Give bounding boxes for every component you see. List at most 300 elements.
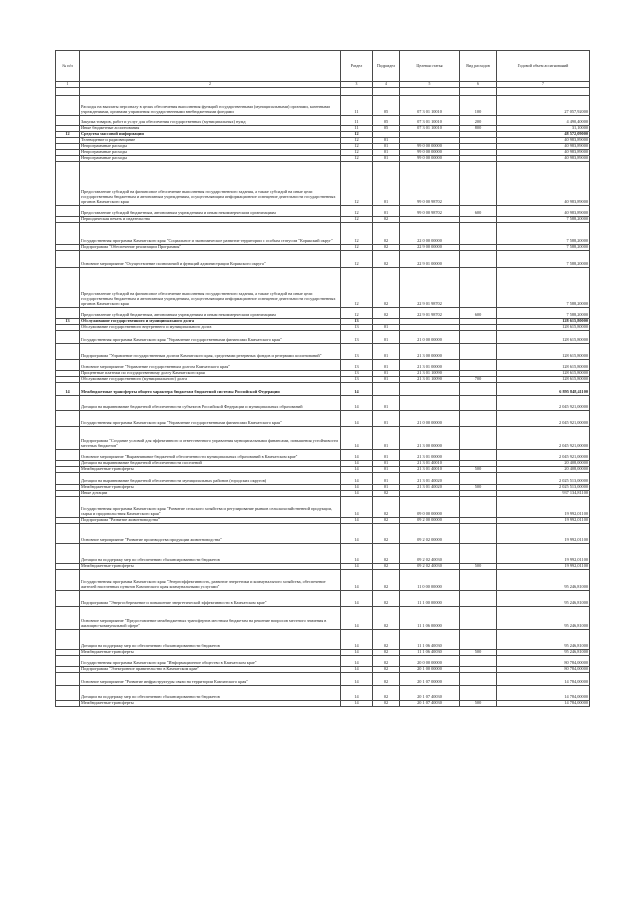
row-name: Предоставление субсидий на финансовое обеспечение выполнения государственного задания, а также субсидий на иные цели государственным бюджетным и автономным учреждениям, осуществляющим информационное освещение деятельности государственных органов Камчатского края [80, 268, 341, 308]
row-razdel: 12 [341, 206, 373, 217]
row-tselevaya-statya: 21 3 01 40010 [400, 467, 460, 473]
row-podrazdel: 02 [373, 686, 400, 701]
row-podrazdel: 01 [373, 344, 400, 360]
row-sum: 2 045 921,00000 [497, 450, 590, 461]
row-number [56, 344, 80, 360]
table-row [56, 360, 590, 371]
row-name: Государственная программа Камчатского края "Социальное и экономическое развитие территории с особым статусом "Корякский округ" [80, 223, 341, 245]
row-podrazdel: 02 [373, 217, 400, 223]
row-tselevaya-statya: 21 0 00 00000 [400, 411, 460, 427]
row-name: Подпрограмма "Управление государственным долгом Камчатского края, средствами резервных фондов и резервами ассигнований" [80, 344, 341, 360]
row-podrazdel: 02 [373, 630, 400, 650]
row-sum: 128 615,80000 [497, 344, 590, 360]
row-vid-raskhodov [460, 251, 497, 268]
table-body [56, 88, 590, 707]
row-vid-raskhodov: 600 [460, 206, 497, 217]
row-tselevaya-statya: 21 3 01 40010 [400, 461, 460, 467]
row-tselevaya-statya: 11 1 00 00000 [400, 591, 460, 607]
row-podrazdel: 02 [373, 701, 400, 707]
row-vid-raskhodov: 200 [460, 116, 497, 126]
row-name: Межбюджетные трансферты общего характера бюджетам бюджетной системы Российской Федерации [80, 383, 341, 396]
row-sum: 19 992,01100 [497, 518, 590, 524]
row-name: Межбюджетные трансферты [80, 564, 341, 570]
table-row [56, 524, 590, 544]
row-name: Основное мероприятие "Осуществление полномочий и функций администрации Корякского округа" [80, 251, 341, 268]
row-razdel: 12 [341, 217, 373, 223]
row-razdel: 14 [341, 701, 373, 707]
row-tselevaya-statya: 21 3 01 40020 [400, 473, 460, 485]
row-razdel: 14 [341, 667, 373, 673]
row-podrazdel: 02 [373, 268, 400, 308]
row-tselevaya-statya: 11 1 06 00000 [400, 607, 460, 630]
row-podrazdel: 01 [373, 325, 400, 331]
table-row [56, 162, 590, 206]
row-sum: 20 408,00000 [497, 467, 590, 473]
row-tselevaya-statya: 22 0 00 00000 [400, 223, 460, 245]
row-tselevaya-statya: 11 1 06 40030 [400, 630, 460, 650]
row-tselevaya-statya: 20 1 07 40030 [400, 701, 460, 707]
row-tselevaya-statya: 21 3 01 40020 [400, 485, 460, 491]
row-name: Основное мероприятие "Выравнивание бюджетной обеспеченности муниципальных образований в Камчатском крае" [80, 450, 341, 461]
row-razdel: 14 [341, 564, 373, 570]
table-row [56, 473, 590, 485]
row-name: Подпрограмма "Развитие животноводства" [80, 518, 341, 524]
row-tselevaya-statya: 09 2 02 40030 [400, 544, 460, 564]
header-tselevaya-statya: Целевая статья [400, 51, 460, 82]
row-sum: 40 983,89000 [497, 144, 590, 150]
row-name: Телевидение и радиовещание [80, 138, 341, 144]
table-row [56, 206, 590, 217]
budget-table [55, 50, 590, 707]
row-vid-raskhodov [460, 223, 497, 245]
row-razdel: 12 [341, 251, 373, 268]
row-number: 14 [56, 383, 80, 396]
row-number [56, 450, 80, 461]
row-number [56, 360, 80, 371]
row-vid-raskhodov [460, 607, 497, 630]
row-tselevaya-statya: 20 1 00 00000 [400, 667, 460, 673]
row-sum: 937 134,81100 [497, 491, 590, 497]
row-razdel: 12 [341, 162, 373, 206]
table-row [56, 396, 590, 411]
table-row [56, 701, 590, 707]
row-number [56, 427, 80, 450]
row-podrazdel: 02 [373, 656, 400, 667]
row-sum: 48 572,09000 [497, 132, 590, 138]
row-name: Основное мероприятие "Управление государственным долгом Камчатского края" [80, 360, 341, 371]
row-name: Дотации на поддержку мер по обеспечению сбалансированности бюджетов [80, 544, 341, 564]
row-razdel: 13 [341, 325, 373, 331]
row-podrazdel: 02 [373, 570, 400, 591]
row-podrazdel: 02 [373, 518, 400, 524]
table-row [56, 383, 590, 396]
row-tselevaya-statya: 21 3 00 00000 [400, 427, 460, 450]
row-vid-raskhodov [460, 630, 497, 650]
row-podrazdel: 01 [373, 396, 400, 411]
row-vid-raskhodov [460, 570, 497, 591]
column-number: 1 [56, 82, 80, 88]
table-row [56, 88, 590, 96]
table-row [56, 344, 590, 360]
row-number [56, 544, 80, 564]
row-name: Непрограммные расходы [80, 150, 341, 156]
row-vid-raskhodov [460, 427, 497, 450]
row-sum: 7 588,20000 [497, 251, 590, 268]
row-number [56, 251, 80, 268]
row-razdel: 14 [341, 497, 373, 518]
row-tselevaya-statya: 09 2 02 40030 [400, 564, 460, 570]
row-sum: 7 588,20000 [497, 245, 590, 251]
row-sum [497, 88, 590, 96]
row-sum: 2 045 921,00000 [497, 396, 590, 411]
row-vid-raskhodov [460, 473, 497, 485]
row-tselevaya-statya: 21 3 00 00000 [400, 344, 460, 360]
row-sum: 27 057,92000 [497, 96, 590, 116]
row-vid-raskhodov: 500 [460, 701, 497, 707]
row-name: Расходы на выплаты персоналу в целях обеспечения выполнения функций государственными (муниципальными) органами, казенными учреждениями, органами управления государственными внебюджетными фондами [80, 96, 341, 116]
table-row [56, 497, 590, 518]
row-tselevaya-statya: 99 0 00 98702 [400, 162, 460, 206]
row-sum: 19 992,01100 [497, 524, 590, 544]
row-sum: 2 025 513,00000 [497, 473, 590, 485]
row-name: Государственная программа Камчатского края "Энергоэффективность, развитие энергетики и коммунального хозяйства, обеспечение жителей населенных пунктов Камчатского края коммунальными услугами" [80, 570, 341, 591]
row-razdel: 14 [341, 630, 373, 650]
header-razdel: Раздел [341, 51, 373, 82]
row-number [56, 116, 80, 126]
row-vid-raskhodov [460, 673, 497, 686]
row-sum: 20 408,00000 [497, 461, 590, 467]
row-tselevaya-statya: 21 3 01 00000 [400, 450, 460, 461]
row-vid-raskhodov [460, 497, 497, 518]
row-razdel: 12 [341, 268, 373, 308]
row-tselevaya-statya [400, 383, 460, 396]
row-vid-raskhodov: 100 [460, 96, 497, 116]
row-vid-raskhodov: 800 [460, 126, 497, 132]
row-name: Основное мероприятие "Развитие производства продукции животноводства" [80, 524, 341, 544]
row-sum: 19 992,01100 [497, 544, 590, 564]
row-razdel: 14 [341, 673, 373, 686]
row-sum: 40 983,89000 [497, 138, 590, 144]
row-name: Государственная программа Камчатского края "Развитие сельского хозяйства и регулирование рынков сельскохозяйственной продукции, сырья и продовольствия Камчатского края" [80, 497, 341, 518]
row-name: Дотации на поддержку мер по обеспечению сбалансированности бюджетов [80, 630, 341, 650]
row-razdel: 13 [341, 319, 373, 325]
row-tselevaya-statya: 21 3 01 10090 [400, 377, 460, 383]
row-name: Основное мероприятие "Предоставление межбюджетных трансфертов местным бюджетам на решение вопросов местного значения в жилищно-коммунальной сфере" [80, 607, 341, 630]
row-sum: 7 588,20000 [497, 223, 590, 245]
row-tselevaya-statya: 99 0 00 00000 [400, 156, 460, 162]
table-row [56, 450, 590, 461]
row-tselevaya-statya: 07 3 01 10010 [400, 126, 460, 132]
header-podrazdel: Подраздел [373, 51, 400, 82]
row-podrazdel: 02 [373, 591, 400, 607]
table-row [56, 427, 590, 450]
row-name: Межбюджетные трансферты [80, 485, 341, 491]
row-tselevaya-statya: 11 0 00 00000 [400, 570, 460, 591]
row-name [80, 88, 341, 96]
row-podrazdel: 01 [373, 331, 400, 344]
row-name: Межбюджетные трансферты [80, 701, 341, 707]
row-vid-raskhodov: 500 [460, 485, 497, 491]
row-podrazdel: 01 [373, 206, 400, 217]
row-podrazdel [373, 383, 400, 396]
row-sum: 31,10000 [497, 126, 590, 132]
row-podrazdel: 05 [373, 96, 400, 116]
table-row [56, 570, 590, 591]
row-podrazdel: 02 [373, 251, 400, 268]
row-sum: 95 246,81000 [497, 650, 590, 656]
row-podrazdel: 01 [373, 144, 400, 150]
table-row [56, 308, 590, 319]
row-sum: 7 588,20000 [497, 268, 590, 308]
row-vid-raskhodov [460, 331, 497, 344]
row-name: Обслуживание государственного и муниципального долга [80, 319, 341, 325]
row-number [56, 656, 80, 667]
header-name [80, 51, 341, 82]
row-sum: 14 784,00000 [497, 686, 590, 701]
row-podrazdel: 05 [373, 116, 400, 126]
row-podrazdel: 02 [373, 491, 400, 497]
row-razdel: 12 [341, 144, 373, 150]
row-name: Дотации на выравнивание бюджетной обеспеченности муниципальных районов (городских округов) [80, 473, 341, 485]
row-razdel: 12 [341, 223, 373, 245]
row-razdel: 12 [341, 308, 373, 319]
row-vid-raskhodov [460, 450, 497, 461]
row-podrazdel: 05 [373, 126, 400, 132]
row-name: Дотации на выравнивание бюджетной обеспеченности поселений [80, 461, 341, 467]
row-vid-raskhodov [460, 344, 497, 360]
row-podrazdel: 01 [373, 138, 400, 144]
column-number: 2 [80, 82, 341, 88]
row-name: Подпрограмма "Электронное правительство в Камчатском крае" [80, 667, 341, 673]
row-podrazdel: 02 [373, 308, 400, 319]
row-tselevaya-statya: 21 3 01 00000 [400, 360, 460, 371]
row-razdel: 14 [341, 467, 373, 473]
row-sum: 128 615,80000 [497, 377, 590, 383]
row-vid-raskhodov [460, 411, 497, 427]
row-podrazdel: 01 [373, 461, 400, 467]
row-podrazdel: 01 [373, 411, 400, 427]
row-number [56, 673, 80, 686]
row-vid-raskhodov [460, 544, 497, 564]
row-razdel: 13 [341, 331, 373, 344]
row-podrazdel: 02 [373, 223, 400, 245]
row-razdel: 14 [341, 473, 373, 485]
row-razdel: 14 [341, 518, 373, 524]
row-vid-raskhodov [460, 88, 497, 96]
row-vid-raskhodov: 500 [460, 650, 497, 656]
table-row [56, 591, 590, 607]
row-tselevaya-statya: 99 0 00 98702 [400, 206, 460, 217]
row-name: Предоставление субсидий на финансовое обеспечение выполнения государственного задания, а также субсидий на иные цели государственным бюджетным и автономным учреждениям, осуществляющим информационное освещение деятельности государственных органов Камчатского края [80, 162, 341, 206]
row-razdel [341, 88, 373, 96]
row-sum: 95 246,81000 [497, 591, 590, 607]
row-podrazdel: 01 [373, 162, 400, 206]
row-podrazdel: 01 [373, 450, 400, 461]
row-sum: 14 784,00000 [497, 673, 590, 686]
row-vid-raskhodov: 500 [460, 564, 497, 570]
row-podrazdel: 01 [373, 150, 400, 156]
row-tselevaya-statya: 07 3 01 10010 [400, 116, 460, 126]
table-row [56, 630, 590, 650]
table-row [56, 673, 590, 686]
row-podrazdel: 01 [373, 377, 400, 383]
row-number [56, 162, 80, 206]
row-vid-raskhodov: 600 [460, 308, 497, 319]
row-tselevaya-statya: 09 2 02 00000 [400, 524, 460, 544]
row-sum: 19 992,01100 [497, 564, 590, 570]
row-name: Подпрограмма "Энергосбережение и повышение энергетической эффективности в Камчатском крае" [80, 591, 341, 607]
row-name: Обслуживание государственного внутреннего и муниципального долга [80, 325, 341, 331]
row-tselevaya-statya: 11 1 06 40030 [400, 650, 460, 656]
row-number [56, 473, 80, 485]
row-name: Межбюджетные трансферты [80, 650, 341, 656]
row-sum: 2 045 921,00000 [497, 411, 590, 427]
row-podrazdel: 01 [373, 156, 400, 162]
table-row [56, 411, 590, 427]
row-number [56, 630, 80, 650]
column-number: 4 [373, 82, 400, 88]
row-sum: 80 784,00000 [497, 656, 590, 667]
row-sum: 40 983,89000 [497, 206, 590, 217]
row-tselevaya-statya: 22 9 01 98702 [400, 268, 460, 308]
row-sum: 80 784,00000 [497, 667, 590, 673]
table-header [56, 51, 590, 88]
row-sum: 128 615,80000 [497, 331, 590, 344]
row-tselevaya-statya: 22 9 01 98702 [400, 308, 460, 319]
table-row [56, 544, 590, 564]
row-tselevaya-statya: 22 9 01 00000 [400, 251, 460, 268]
row-vid-raskhodov [460, 524, 497, 544]
row-tselevaya-statya: 09 2 00 00000 [400, 518, 460, 524]
row-number [56, 411, 80, 427]
row-razdel: 12 [341, 132, 373, 138]
row-number [56, 607, 80, 630]
row-number: 13 [56, 319, 80, 325]
row-vid-raskhodov [460, 591, 497, 607]
row-razdel: 13 [341, 377, 373, 383]
table-row [56, 656, 590, 667]
row-number [56, 396, 80, 411]
row-name: Предоставление субсидий бюджетным, автономным учреждениям и иным некоммерческим организациям [80, 308, 341, 319]
row-number [56, 88, 80, 96]
row-number [56, 497, 80, 518]
budget-document [55, 50, 589, 707]
row-razdel: 14 [341, 461, 373, 467]
column-number: 5 [400, 82, 460, 88]
row-vid-raskhodov [460, 396, 497, 411]
table-row [56, 116, 590, 126]
row-razdel: 14 [341, 544, 373, 564]
row-podrazdel: 02 [373, 607, 400, 630]
table-row [56, 251, 590, 268]
row-razdel: 14 [341, 656, 373, 667]
row-sum: 128 615,80000 [497, 360, 590, 371]
row-razdel: 14 [341, 686, 373, 701]
table-row [56, 331, 590, 344]
row-tselevaya-statya: 99 0 00 00000 [400, 150, 460, 156]
row-razdel: 13 [341, 360, 373, 371]
row-vid-raskhodov [460, 360, 497, 371]
row-name: Иные бюджетные ассигнования [80, 126, 341, 132]
row-name: Обслуживание государственного (муниципального) долга [80, 377, 341, 383]
row-name: Непрограммные расходы [80, 156, 341, 162]
row-podrazdel: 02 [373, 497, 400, 518]
row-tselevaya-statya: 21 3 01 10090 [400, 371, 460, 377]
row-name: Непрограммные расходы [80, 144, 341, 150]
row-podrazdel: 02 [373, 544, 400, 564]
row-name: Государственная программа Камчатского края "Управление государственными финансами Камчатского края" [80, 331, 341, 344]
header-num: № п/п [56, 51, 80, 82]
header-vid-raskhodov: Вид расходов [460, 51, 497, 82]
row-number [56, 701, 80, 707]
row-name: Средства массовой информации [80, 132, 341, 138]
row-sum: 19 992,01100 [497, 497, 590, 518]
row-razdel: 13 [341, 344, 373, 360]
row-number [56, 686, 80, 701]
row-name: Периодическая печать и издательства [80, 217, 341, 223]
row-sum: 4 490,40000 [497, 116, 590, 126]
row-sum: 2 025 513,00000 [497, 485, 590, 491]
row-podrazdel: 02 [373, 667, 400, 673]
row-podrazdel: 02 [373, 245, 400, 251]
row-podrazdel: 02 [373, 524, 400, 544]
row-vid-raskhodov [460, 268, 497, 308]
table-row [56, 96, 590, 116]
row-sum: 40 983,89000 [497, 162, 590, 206]
row-razdel: 12 [341, 138, 373, 144]
row-vid-raskhodov [460, 656, 497, 667]
row-podrazdel [373, 88, 400, 96]
row-name: Государственная программа Камчатского края "Информационное общество в Камчатском крае" [80, 656, 341, 667]
row-razdel: 14 [341, 570, 373, 591]
row-number: 12 [56, 132, 80, 138]
row-razdel: 13 [341, 371, 373, 377]
row-razdel: 14 [341, 396, 373, 411]
row-sum: 128 615,80000 [497, 319, 590, 325]
row-sum: 6 895 848,41100 [497, 383, 590, 396]
row-tselevaya-statya: 20 1 07 00000 [400, 673, 460, 686]
header-obem-assignovaniy: Годовой объем ассигнований [497, 51, 590, 82]
row-razdel: 14 [341, 411, 373, 427]
row-sum: 95 246,81000 [497, 630, 590, 650]
row-name: Дотации на поддержку мер по обеспечению сбалансированности бюджетов [80, 686, 341, 701]
row-name: Закупка товаров, работ и услуг для обеспечения государственных (муниципальных) нужд [80, 116, 341, 126]
row-sum: 2 045 921,00000 [497, 427, 590, 450]
row-vid-raskhodov [460, 162, 497, 206]
row-podrazdel: 01 [373, 467, 400, 473]
column-number: 7 [497, 82, 590, 88]
row-sum: 40 983,89000 [497, 156, 590, 162]
row-razdel: 14 [341, 450, 373, 461]
row-razdel: 14 [341, 427, 373, 450]
table-row [56, 686, 590, 701]
row-sum: 7 588,20000 [497, 308, 590, 319]
column-number: 6 [460, 82, 497, 88]
row-sum: 128 615,80000 [497, 371, 590, 377]
row-name: Подпрограмма "Обеспечение реализации Программы" [80, 245, 341, 251]
row-tselevaya-statya: 99 0 00 00000 [400, 144, 460, 150]
row-vid-raskhodov [460, 383, 497, 396]
row-number [56, 223, 80, 245]
row-podrazdel: 02 [373, 564, 400, 570]
row-podrazdel: 01 [373, 360, 400, 371]
row-tselevaya-statya: 22 9 00 00000 [400, 245, 460, 251]
row-number [56, 570, 80, 591]
row-number [56, 206, 80, 217]
row-vid-raskhodov: 500 [460, 467, 497, 473]
row-tselevaya-statya: 20 1 07 40030 [400, 686, 460, 701]
row-razdel: 12 [341, 245, 373, 251]
